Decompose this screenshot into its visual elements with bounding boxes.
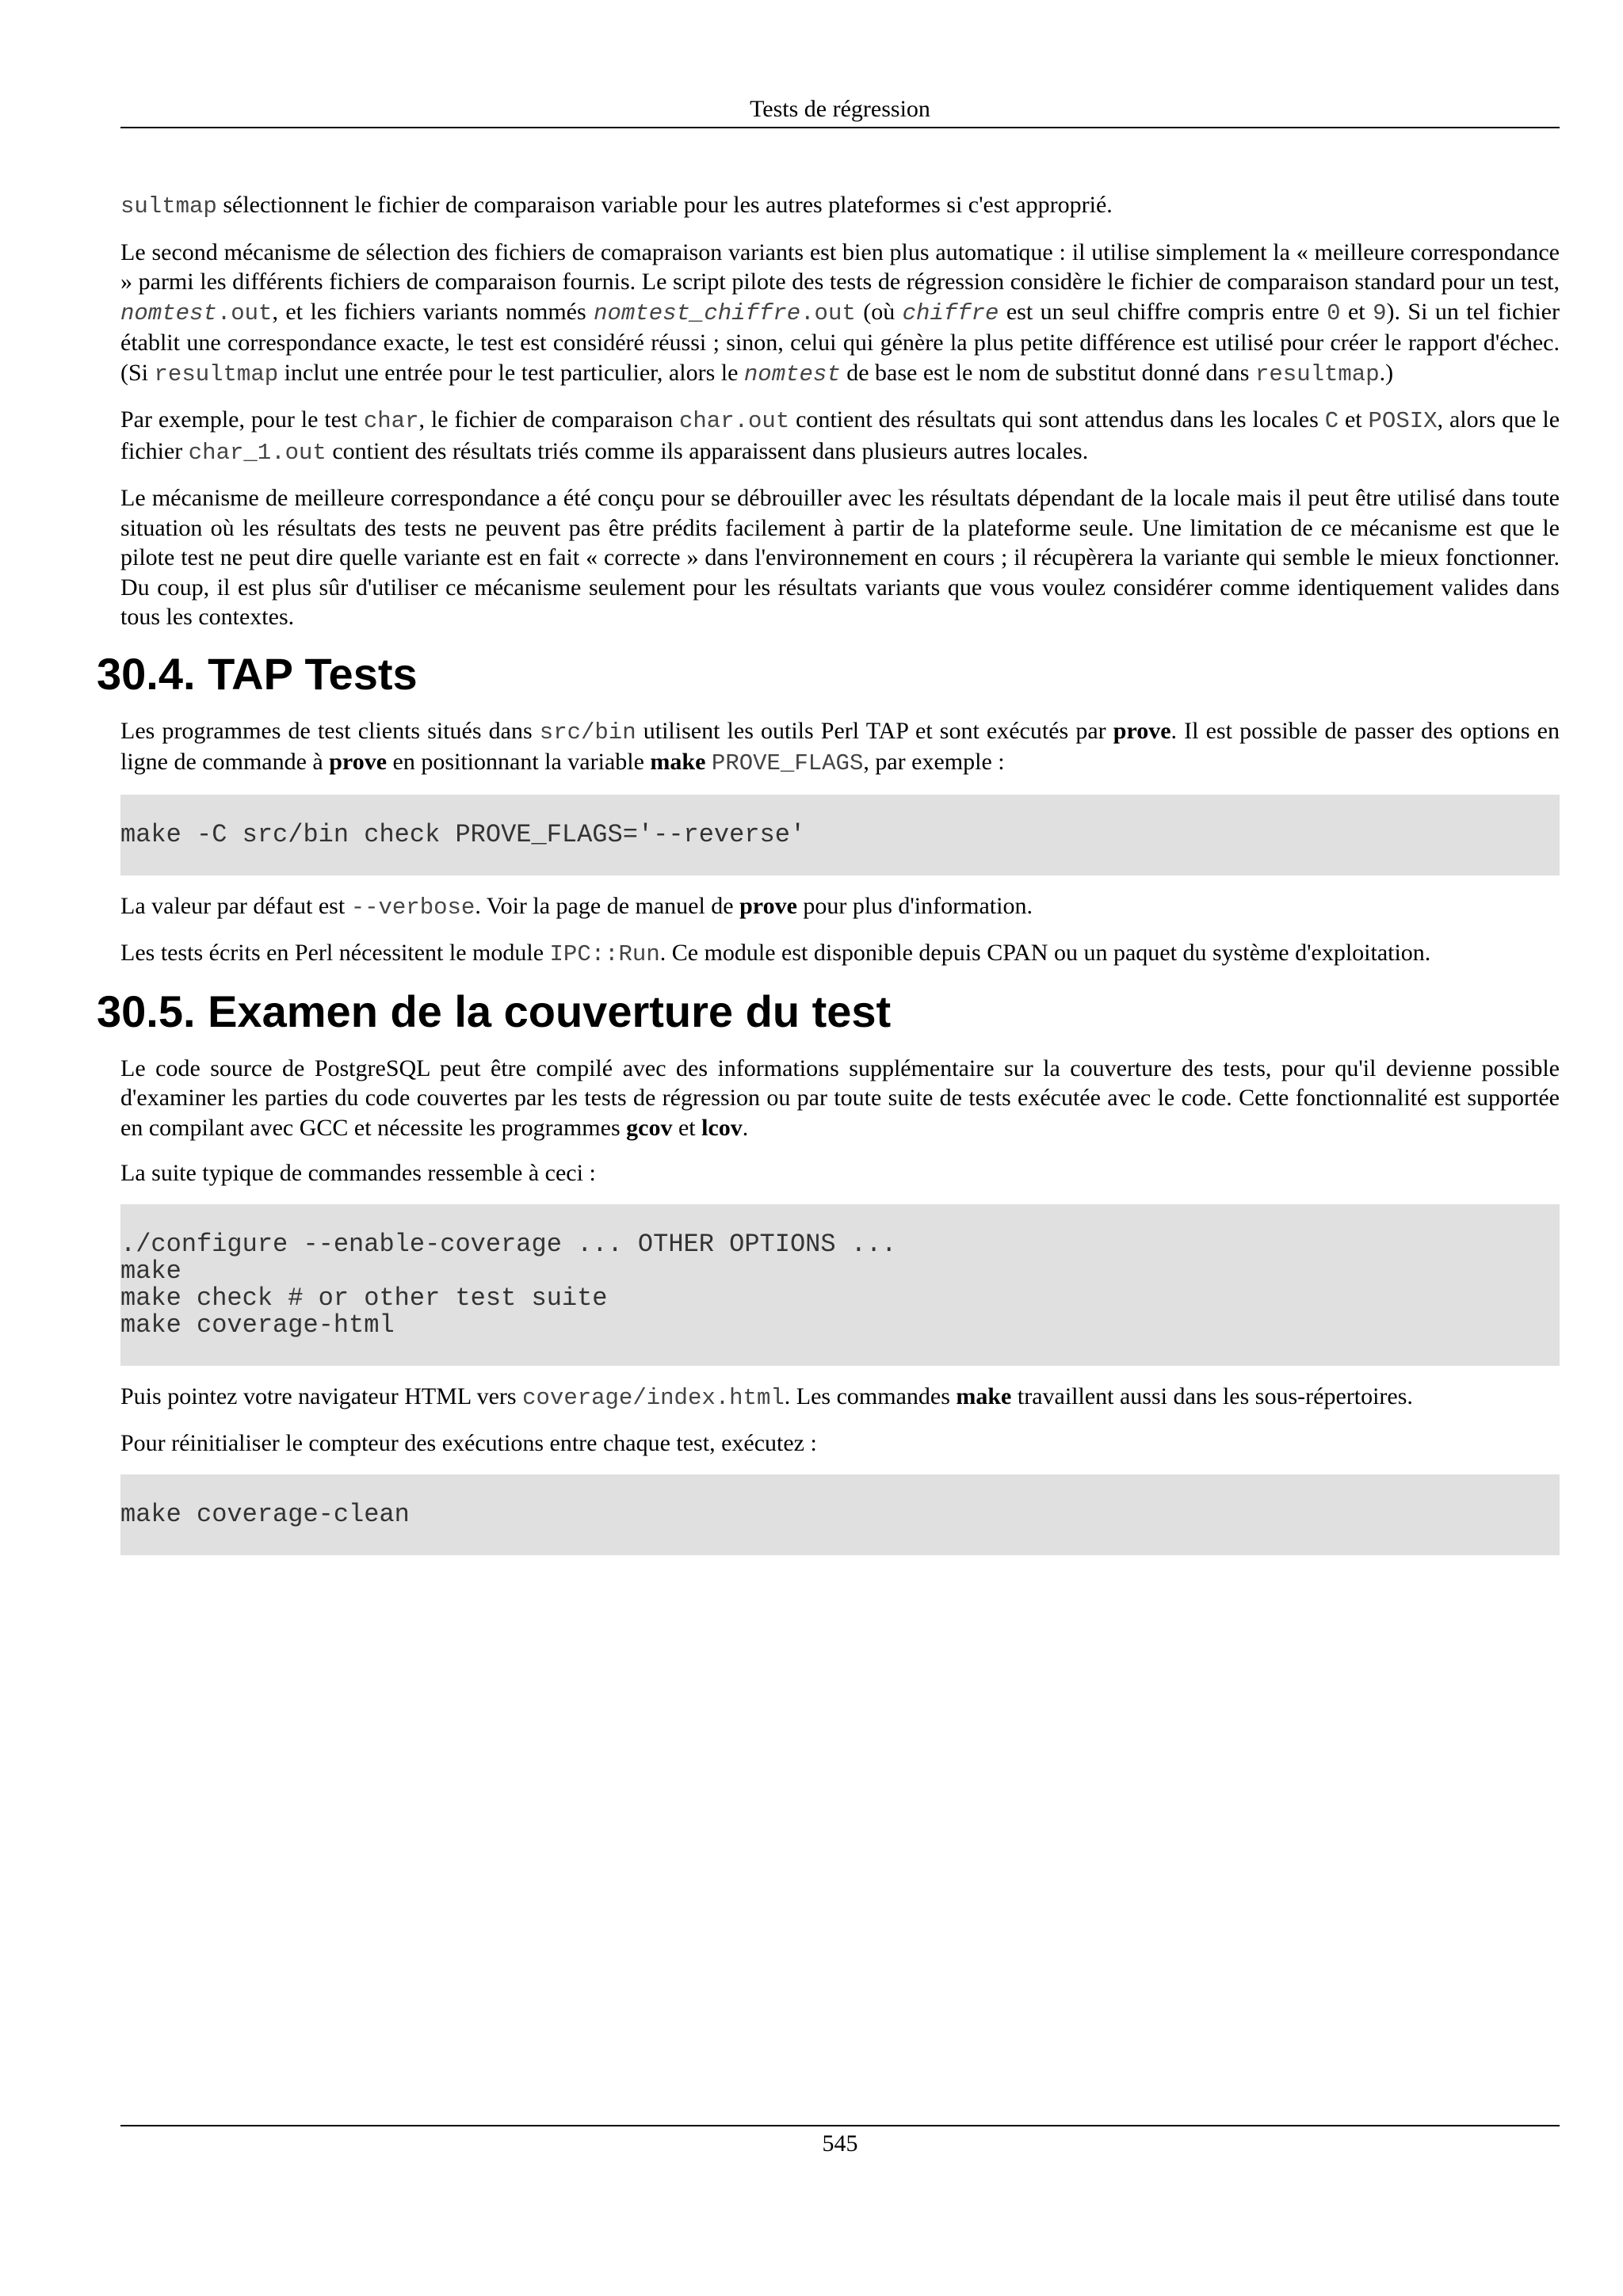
paragraph-example (120, 405, 1560, 467)
text-run: . Voir la page de manuel de (475, 892, 740, 919)
text-run: pour plus d'information. (796, 892, 1033, 919)
inline-code: sultmap (120, 193, 217, 219)
text-run: , alors que le fichier (120, 406, 1560, 464)
command-name: lcov (701, 1114, 743, 1141)
inline-code-italic: chiffre (902, 299, 999, 326)
inline-code: coverage/index.html (522, 1384, 785, 1411)
text-run: et (1340, 298, 1373, 325)
text-run: Le code source de PostgreSQL peut être compilé avec des informations supplémentaire sur la couverture des tests, pour qu'il devienne possible d'examiner les parties du code couvertes par les tests de régression ou par toute suite de tests exécutée avec le code. Cette fonctionnalité est supportée en compilant avec GCC et nécessite les programmes (120, 1055, 1560, 1141)
inline-code: resultmap (154, 360, 279, 387)
paragraph-coverage-commands-intro: La suite typique de commandes ressemble à ceci : (120, 1160, 596, 1186)
paragraph-coverage-reset: Pour réinitialiser le compteur des exécutions entre chaque test, exécutez : (120, 1430, 817, 1456)
inline-code: 0 (1327, 299, 1341, 326)
command-name: make (956, 1383, 1012, 1409)
text-run: .) (1379, 359, 1394, 386)
text-run: . (742, 1114, 749, 1141)
command-name: prove (329, 749, 388, 775)
inline-code-italic: nomtest (120, 299, 217, 326)
text-run: Le second mécanisme de sélection des fichiers de comapraison variants est bien plus automatique : il utilise simplement la « meilleure correspondance » parmi les différents fichiers de comparaison fournis. Le script pilote des tests de régression considère le fichier de comparaison standard pour un test, (120, 238, 1560, 295)
paragraph-coverage-browser (120, 1382, 1560, 1413)
paragraph-resultmap-continuation (120, 190, 1560, 222)
text-run: Par exemple, pour le test (120, 406, 364, 433)
text-run: est un seul chiffre compris entre (999, 298, 1327, 325)
text-run: sélectionnent le fichier de comparaison variable pour les autres plateformes si c'est approprié. (216, 192, 1113, 218)
text-run: , et les fichiers variants nommés (272, 298, 594, 325)
text-run: de base est le nom de substitut donné dans (840, 359, 1255, 386)
footer-rule (120, 2125, 1560, 2126)
code-text: make -C src/bin check PROVE_FLAGS='--reverse' (120, 819, 806, 849)
paragraph-coverage-intro (120, 1054, 1560, 1143)
text-run: et (1338, 406, 1369, 433)
text-run: (où (855, 298, 903, 325)
text-run: La valeur par défaut est (120, 892, 351, 919)
text-run: travaillent aussi dans les sous-répertoires. (1011, 1383, 1413, 1409)
page-content (97, 190, 1560, 1571)
paragraph-second-mechanism (120, 238, 1560, 390)
section-heading-coverage: 30.5. Examen de la couverture du test (97, 986, 892, 1036)
running-header: Tests de régression (750, 96, 930, 122)
text-run: inclut une entrée pour le test particulier, alors le (278, 359, 744, 386)
code-text: ./configure --enable-coverage ... OTHER OPTIONS ... make make check # or other test suite make coverage-html (120, 1229, 897, 1340)
inline-code: char.out (679, 408, 790, 434)
inline-code: resultmap (1254, 360, 1380, 387)
text-run: . Les commandes (784, 1383, 957, 1409)
text-run: et (672, 1114, 702, 1141)
inline-code: C (1324, 408, 1339, 434)
inline-code: char (363, 408, 419, 434)
text-run: utilisent les outils Perl TAP et sont exécutés par (636, 717, 1113, 744)
inline-code: src/bin (539, 719, 636, 746)
text-run: ). Si un tel fichier établit une correspondance exacte, le test est considéré réussi ; sinon, celui qui génère la plus petite différence est utilisé pour créer le rapport d'échec. (Si (120, 298, 1560, 386)
code-text: make coverage-clean (120, 1499, 410, 1529)
command-name: gcov (626, 1114, 673, 1141)
text-run: Puis pointez votre navigateur HTML vers (120, 1383, 523, 1409)
inline-code-italic: nomtest (743, 360, 841, 387)
text-run: contient des résultats triés comme ils apparaissent dans plusieurs autres locales. (326, 437, 1089, 464)
section-heading-tap-tests: 30.4. TAP Tests (97, 648, 418, 699)
inline-code: 9 (1373, 299, 1387, 326)
text-run: Les tests écrits en Perl nécessitent le module (120, 940, 550, 966)
code-block-coverage-commands (120, 1204, 1560, 1366)
page-number: 545 (822, 2130, 858, 2157)
code-block-coverage-clean (120, 1474, 1560, 1555)
inline-code: char_1.out (188, 439, 327, 466)
command-name: prove (1113, 717, 1171, 744)
paragraph-best-match: Le mécanisme de meilleure correspondance a été conçu pour se débrouiller avec les résultats dépendant de la locale mais il peut être utilisé dans toute situation où les résultats des tests ne peuvent pas être prédits facilement à partir de la plateforme seule. Une limitation de ce mécanisme est que le pilote test ne peut dire quelle variante est en fait « correcte » dans l'environnement en cours ; il récupèrera la variante qui semble le mieux fonctionner. Du coup, il est plus sûr d'utiliser ce mécanisme seulement pour les résultats variants que vous voulez considérer comme identiquement valides dans tous les contextes. (120, 485, 1560, 630)
text-run: en positionnant la variable (387, 749, 651, 775)
inline-code: PROVE_FLAGS (711, 750, 864, 776)
paragraph-tap-default (120, 891, 1560, 923)
command-name: prove (739, 892, 797, 919)
inline-code: --verbose (350, 894, 475, 921)
inline-code: POSIX (1368, 408, 1438, 434)
paragraph-tap-perl-module (120, 938, 1560, 970)
inline-code: .out (800, 299, 856, 326)
text-run: Les programmes de test clients situés dans (120, 717, 540, 744)
text-run: . Ce module est disponible depuis CPAN ou un paquet du système d'exploitation. (659, 940, 1431, 966)
text-run: , le fichier de comparaison (418, 406, 679, 433)
text-run: . Il est possible de passer des options en ligne de commande à (120, 717, 1560, 775)
inline-code-italic: nomtest_chiffre (594, 299, 801, 326)
text-run: , par exemple : (863, 749, 1005, 775)
command-name: make (650, 749, 706, 775)
text-run (705, 749, 712, 775)
paragraph-tap-intro (120, 716, 1560, 779)
header-rule (120, 127, 1560, 128)
inline-code: IPC::Run (549, 941, 660, 967)
text-run: contient des résultats qui sont attendus dans les locales (789, 406, 1325, 433)
code-block-prove-example (120, 795, 1560, 875)
inline-code: .out (216, 299, 273, 326)
